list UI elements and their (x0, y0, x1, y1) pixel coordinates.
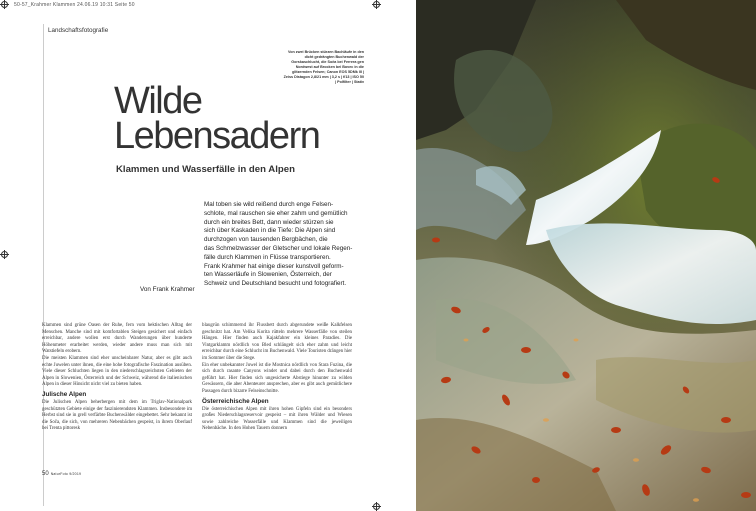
paragraph: Klammen sind grüne Oasen der Ruhe, fern vom hektischen Alltag der Menschen. Manche sind mit komfortablen Steigen gesichert und einfach erreichbar, andere wollen erst durch Wanderungen über hunderte Höhenmeter erarbeitet werden, wieder andere muss man sich mit Watstiefeln erobern. (42, 323, 192, 355)
paragraph: Ein eher unbekannter Juwel ist die Mostnica nördlich von Stara Fuzina, die sich durch rasante Canyons windet und dabei durch den Buchenwald geführt hat. Hier finden sich ungesicherte Abstiege hinunter zu wilden Gewässern, die aber Abenteurer ansprechen, aber es gibt auch gemütlichere Passagen durch bizarre Felseinschnitte. (202, 362, 352, 394)
magazine-issue: NaturFoto 9/2019 (50, 472, 82, 476)
intro-line: Mal toben sie wild reißend durch enge Felsen- (204, 201, 334, 208)
photo-credit: Von zwei Brücken stürzen Bachläufe in den dicht gedrängten Buchenwald der Gorskaschlucht, die Soča bei Ferrera gen Nordwest auf Brocken bei Bovec in die glitzernden Felsen; Canon EOS 5DMk III | Zeiss Distagon 2,8/21 mm | 3,2 s | f/13 | ISO 50 | Polfilter | Stativ (283, 50, 364, 84)
title-line-2: Lebensadern (114, 115, 320, 157)
author-byline: Von Frank Krahmer (140, 286, 195, 293)
paragraph: Die österreichischen Alpen mit ihren hohen Gipfeln sind ein besonders großes Niederschlagsreservoir gespeist – mit ihren Wälder und Wiesen sowie zahlreiche Wasserfälle und Klammen sind die jeweiligen Nebenbäche. In den Hohen Tauern donnern (202, 406, 352, 432)
intro-line: sich über Kaskaden in die Tiefe: Die Alpen sind (204, 227, 336, 235)
intro-line: Schweiz und Deutschland besucht und fotografiert. (204, 280, 347, 288)
section-label: Landschaftsfotografie (48, 27, 109, 34)
intro-line: fälle durch Klammen in Flüsse transportieren. (204, 253, 331, 261)
article-intro (204, 201, 370, 289)
margin-rule (43, 24, 44, 506)
page-footer (42, 471, 81, 477)
intro-line: das Schmelzwasser der Gletscher und lokale Regen- (204, 244, 353, 252)
article-subtitle: Klammen und Wasserfälle in den Alpen (116, 164, 295, 175)
page-number: 50 (42, 471, 49, 477)
intro-line: durch ein breites Bett, dann wieder stürzen sie (204, 218, 334, 226)
paragraph: blaugrün schimmernd ihr Flussbett durch abgerundete weiße Kalkfelsen geschnitzt hat. Am Velika Korita rütteln mehrere Wasserfälle von steilen Hängen. Hier finden auch Kajakfahrer ein kleines Paradies. Die Vintgarklamm nördlich von Bled schlängelt sich eher zahm und leicht erreichbar durch eine Schlucht im Buchenwald. Viele Touristen drängen hier im Sommer über die Stege. (202, 323, 352, 361)
intro-line: Frank Krahmer hat einige dieser kunstvoll geform- (204, 262, 344, 270)
body-column-1 (42, 323, 192, 433)
crop-mark-icon (372, 502, 381, 511)
intro-line: durchzogen von tausenden Bergbächen, die (204, 236, 328, 244)
waterfall-gorge-image (416, 0, 756, 511)
crop-mark-icon (372, 0, 381, 9)
paragraph: Die Julischen Alpen beherbergen mit dem im Triglav-Nationalpark geschützten Gebiete einige der faszinierendsten Klammen. Insbesondere im Herbst sind sie in grell verfärbte Buchenwälder eingebettet. Sehr bekannt ist die Soča, die sich, von mehreren Nebenbächen gespeist, in ihrem Oberlauf bei Trenta pittoresk (42, 399, 192, 432)
crop-mark-icon (0, 0, 9, 9)
intro-line: schlote, mal rauschen sie eher zahm und gemütlich (204, 209, 348, 217)
subheading: Österreichische Alpen (202, 397, 269, 405)
body-column-2 (202, 323, 352, 433)
subheading: Julische Alpen (42, 390, 87, 398)
paragraph: Die meisten Klammen sind eher unscheinbarer Natur, aber es gibt auch echte Juwelen unter ihnen, die eine hohe fotografische Faszination ausüben. Viele dieser Schluchten liegen in den niederschlagsreichsten Gebieten der Alpen in Slowenien, Österreich und der Schweiz, während die italienischen Alpen in dieser Hinsicht nicht viel zu bieten haben. (42, 355, 192, 388)
article-title (114, 80, 320, 157)
title-line-1: Wilde (114, 80, 202, 122)
waterfall-photo (416, 0, 756, 511)
print-slug: 50-57_Krahmer Klammen 24.06.19 10:31 Seite 50 (14, 2, 135, 8)
crop-mark-icon (0, 250, 9, 259)
intro-line: ten Wasserläufe in Slowenien, Österreich, der (204, 271, 332, 279)
